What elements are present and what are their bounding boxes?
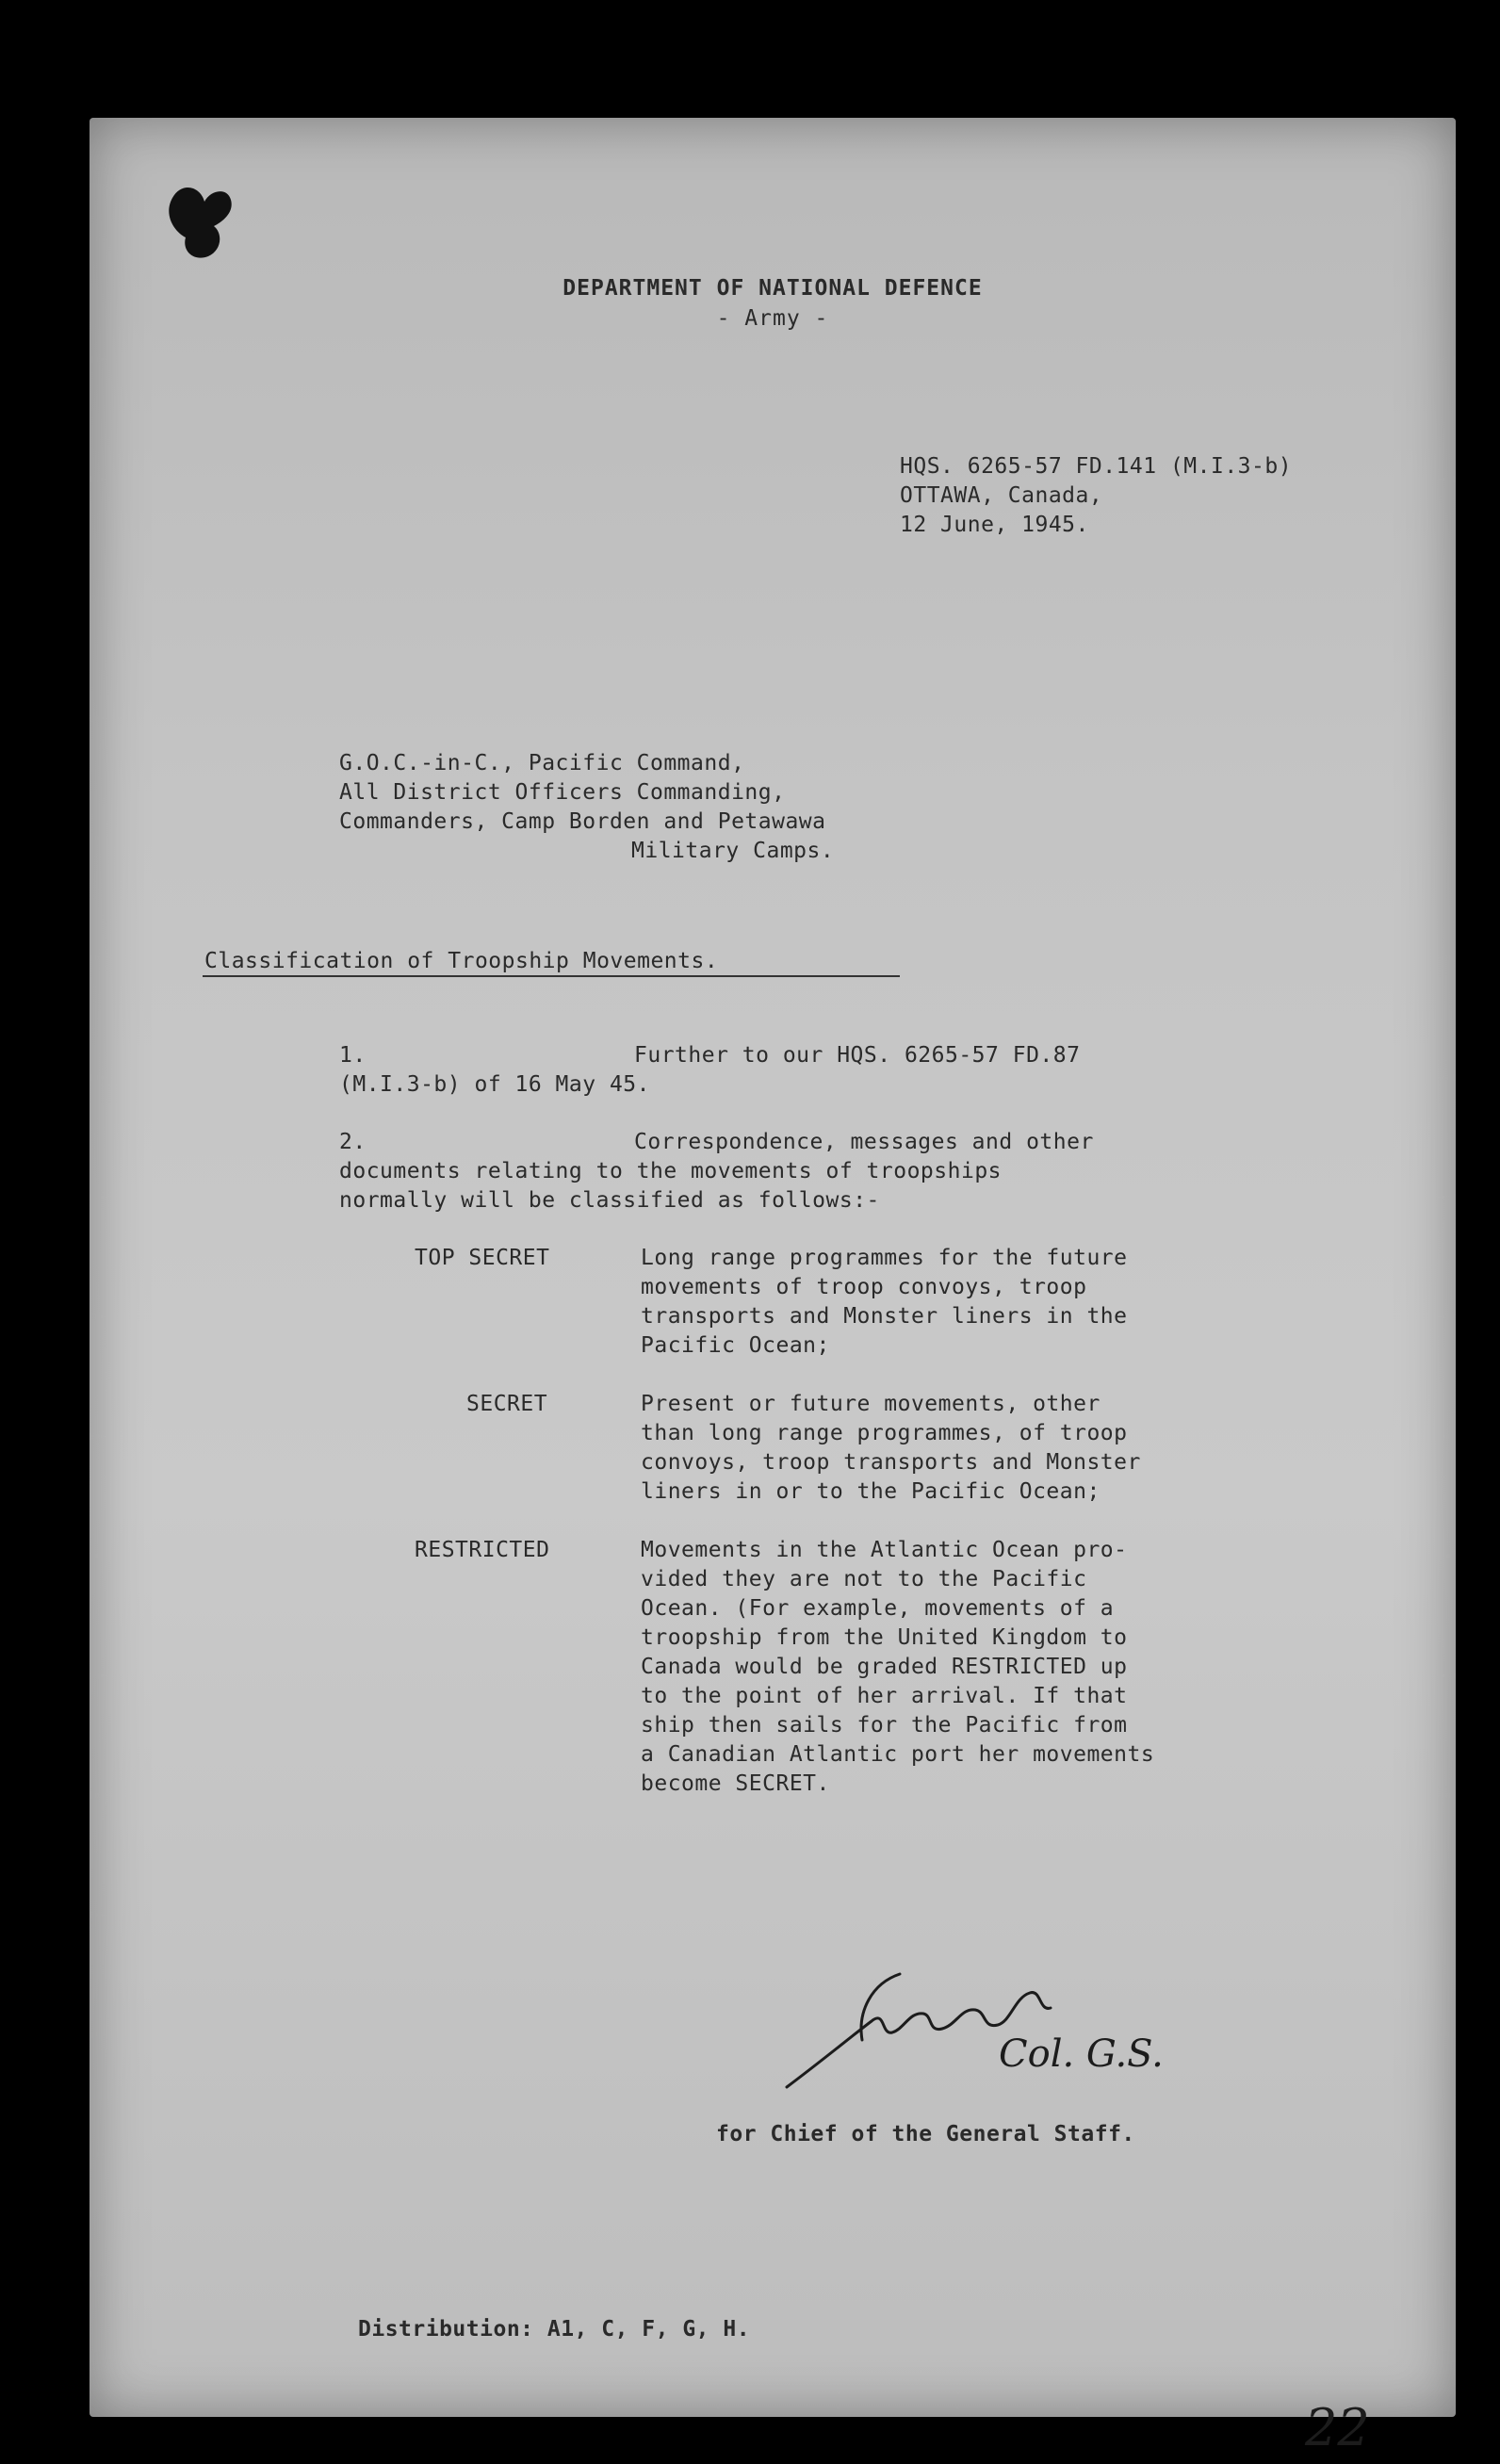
classification-line: Long range programmes for the future bbox=[641, 1246, 1128, 1270]
classification-line: Present or future movements, other bbox=[641, 1392, 1101, 1416]
classification-line: Canada would be graded RESTRICTED up bbox=[641, 1655, 1128, 1679]
distribution-list: Distribution: A1, C, F, G, H. bbox=[358, 2317, 751, 2342]
classification-line: movements of troop convoys, troop bbox=[641, 1275, 1087, 1299]
paragraph-line: normally will be classified as follows:- bbox=[339, 1188, 880, 1213]
classification-line: transports and Monster liners in the bbox=[641, 1304, 1128, 1329]
paragraph-number: 2. bbox=[339, 1130, 367, 1154]
classification-level: TOP SECRET bbox=[415, 1246, 550, 1270]
classification-line: Movements in the Atlantic Ocean pro- bbox=[641, 1538, 1128, 1562]
classification-level: SECRET bbox=[466, 1392, 548, 1416]
paragraph-line: (M.I.3-b) of 16 May 45. bbox=[339, 1072, 650, 1097]
subject-underline bbox=[203, 975, 900, 977]
classification-line: than long range programmes, of troop bbox=[641, 1421, 1128, 1445]
addressee-line: G.O.C.-in-C., Pacific Command, bbox=[339, 751, 745, 775]
paragraph-line: Further to our HQS. 6265-57 FD.87 bbox=[634, 1043, 1081, 1068]
classification-line: troopship from the United Kingdom to bbox=[641, 1625, 1128, 1650]
paragraph-number: 1. bbox=[339, 1043, 367, 1068]
file-reference: HQS. 6265-57 FD.141 (M.I.3-b) bbox=[900, 454, 1293, 479]
department-title: DEPARTMENT OF NATIONAL DEFENCE bbox=[562, 276, 983, 301]
classification-line: to the point of her arrival. If that bbox=[641, 1684, 1128, 1708]
handwritten-page-number bbox=[1296, 2389, 1409, 2464]
classification-line: become SECRET. bbox=[641, 1771, 830, 1796]
addressee-line: All District Officers Commanding, bbox=[339, 780, 786, 805]
paragraph-line: Correspondence, messages and other bbox=[634, 1130, 1094, 1154]
classification-line: vided they are not to the Pacific bbox=[641, 1567, 1087, 1591]
signature-block: for Chief of the General Staff. bbox=[716, 2122, 1135, 2146]
classification-line: convoys, troop transports and Monster bbox=[641, 1450, 1141, 1475]
handwritten-signature bbox=[768, 1946, 1173, 2115]
document-page bbox=[90, 118, 1456, 2457]
classification-line: Ocean. (For example, movements of a bbox=[641, 1596, 1115, 1621]
date-line: 12 June, 1945. bbox=[900, 513, 1089, 537]
subject-heading: Classification of Troopship Movements. bbox=[204, 949, 719, 973]
classification-level: RESTRICTED bbox=[415, 1538, 550, 1562]
paragraph-line: documents relating to the movements of troopships bbox=[339, 1159, 1003, 1183]
signature-title: Col. G.S. bbox=[999, 2032, 1164, 2076]
classification-line: liners in or to the Pacific Ocean; bbox=[641, 1479, 1101, 1504]
addressee-line: Commanders, Camp Borden and Petawawa bbox=[339, 809, 826, 834]
hole-punch-mark bbox=[155, 170, 269, 273]
branch-subtitle: - Army - bbox=[716, 306, 829, 331]
page-number-text: 22 bbox=[1305, 2398, 1370, 2457]
place-line: OTTAWA, Canada, bbox=[900, 483, 1103, 508]
classification-line: ship then sails for the Pacific from bbox=[641, 1713, 1128, 1738]
addressee-line: Military Camps. bbox=[631, 839, 835, 863]
classification-line: a Canadian Atlantic port her movements bbox=[641, 1742, 1155, 1767]
classification-line: Pacific Ocean; bbox=[641, 1333, 830, 1358]
